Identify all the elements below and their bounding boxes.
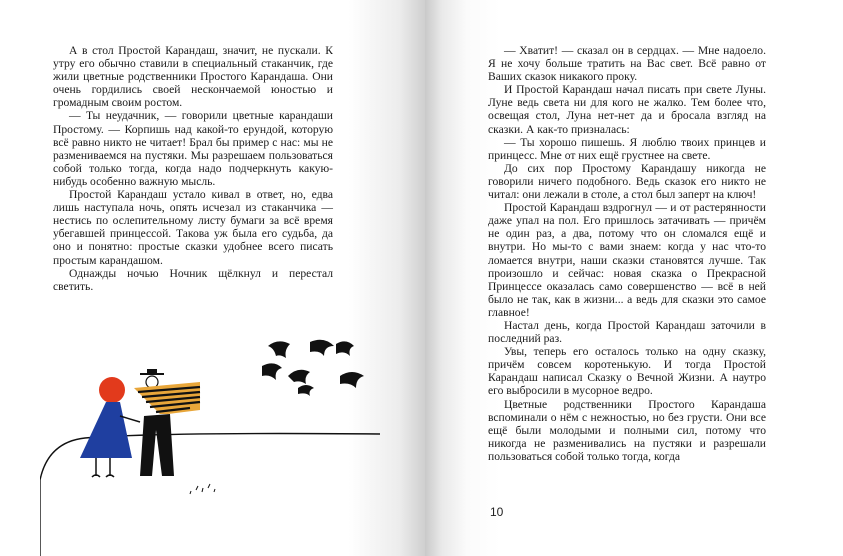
- man-figure-icon: [134, 370, 200, 476]
- paragraph: Настал день, когда Простой Карандаш заточили в последний раз.: [488, 318, 766, 346]
- birds-icon: [262, 340, 364, 396]
- couple-and-birds-illustration: [40, 330, 400, 556]
- paragraph: До сих пор Простому Карандашу никогда не говорили ничего подобного. Ведь сказок его никто не читал: они лежали в столе, а стол был заперт на ключ!: [488, 161, 766, 202]
- right-page-text: [488, 44, 766, 463]
- paragraph: Цветные родственники Простого Карандаша вспоминали о нём с нежностью, но без грусти. Они все ещё были молодыми и полными сил, потому что никогда не разменивались на пустяки и разрешали пользоваться собой только тогда, когда: [488, 397, 766, 463]
- paragraph: — Ты неудачник, — говорили цветные карандаши Простому. — Корпишь над какой-то ерундой, которую всё равно никто не читает! Брал бы пример с нас: мы не размениваемся на пустяки. Мы разрешаем пользоваться собой только тогда, когда надо подчеркнуть какую-нибудь особенно важную мысль.: [53, 109, 333, 188]
- paragraph: А в стол Простой Карандаш, значит, не пускали. К утру его обычно ставили в специальный стаканчик, где жили цветные родственники Простого Карандаша. Они очень гордились своей нескончаемой юностью и громадным своим ростом.: [53, 44, 333, 110]
- paragraph: Простой Карандаш устало кивал в ответ, но, едва лишь наступала ночь, опять исчезал из стаканчика — нестись по ослепительному листу бумаги за всё время убегавшей принцессой. Такова уж была его судьба, да оно и понятно: простые сказки удобнее всего писать простым карандашом.: [53, 188, 333, 267]
- page-number: 10: [490, 505, 504, 519]
- paragraph: Простой Карандаш вздрогнул — и от растерянности даже упал на пол. Его пришлось затачивать — причём не один раз, а два, потому что он сломался ещё и внутри. Но мы-то с вами знаем: когда у нас что-то ломается внутри, наши сказки становятся лучше. Так произошло и сейчас: новая сказка о Прекрасной Принцессе оказалась само совершенство — всё в ней было не так, как в жизни... а ведь для сказки это самое главное!: [488, 201, 766, 319]
- woman-figure-icon: [80, 377, 140, 477]
- paragraph: Увы, теперь его осталось только на одну сказку, причём совсем коротенькую. И тогда Простой Карандаш написал Сказку о Вечной Жизни. А наутро его выбросили в мусорное ведро.: [488, 345, 766, 398]
- paragraph: — Хватит! — сказал он в сердцах. — Мне надоело. Я не хочу больше тратить на Вас свет. Всё равно от Ваших сказок никакого проку.: [488, 44, 766, 84]
- left-page-text: [53, 44, 333, 293]
- grass-marks-icon: [190, 484, 215, 494]
- right-page: [425, 0, 843, 556]
- paragraph: Однажды ночью Ночник щёлкнул и перестал светить.: [53, 266, 333, 293]
- paragraph: — Ты хорошо пишешь. Я люблю твоих принцев и принцесс. Мне от них ещё грустнее на свете.: [488, 135, 766, 162]
- paragraph: И Простой Карандаш начал писать при свете Луны. Луне ведь света ни для кого не жалко. Тем более что, освещая стол, Луна нет-нет да и бросала взгляд на сказки. А как-то призналась:: [488, 83, 766, 136]
